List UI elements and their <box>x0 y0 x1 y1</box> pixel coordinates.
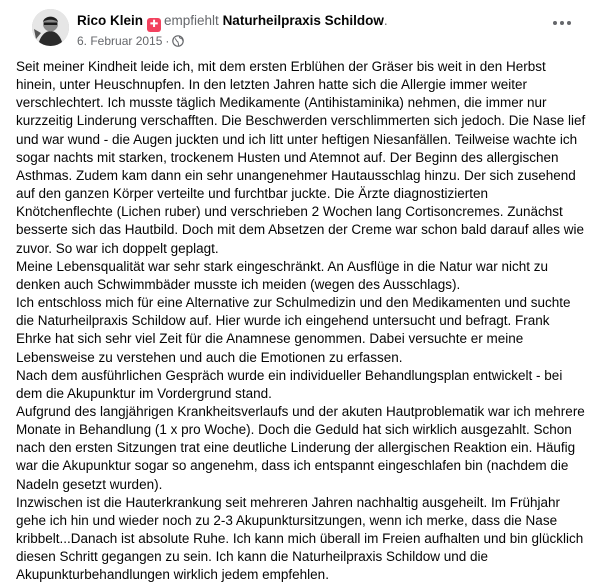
post-paragraph: Nach dem ausführlichen Gespräch wurde ein individueller Behandlungsplan entwickelt - bei dem die Akupunktur im Vordergrund stand. <box>16 367 563 401</box>
post-body <box>16 58 588 585</box>
recommends-label: empfiehlt <box>164 13 219 28</box>
page-name-link[interactable]: Naturheilpraxis Schildow <box>222 13 384 28</box>
avatar[interactable] <box>32 9 69 46</box>
globe-icon <box>172 35 184 51</box>
post-paragraph: Seit meiner Kindheit leide ich, mit dem ersten Erblühen der Gräser bis weit in den Herbst hinein, unter Heuschnupfen. In den letzten Jahren hatte sich die Allergie immer weiter verschlechtert. Ich musste täglich Medikamente (Antihistaminika) nehmen, die immer nur kurzzeitig Linderung verschafften. Die Beschwerden verschlimmerten sich jedoch. Die Nase lief und war wund - die Augen juckten und ich litt unter heftigen Niesanfällen. Teilweise wachte ich sogar nachts mit starken, trockenem Husten und Atemnot auf. Der Beginn des allergischen Asthmas. Zudem kam dann ein sehr unangenehmer Hautausschlag hinzu. Der sich zusehend auf den ganzen Körper verteilte und furchtbar juckte. Die Ärzte diagnostizierten Knötchenflechte (Lichen ruber) und verschrieben 2 Wochen lang Cortisoncremes. Zunächst besserte sich das Hautbild. Doch mit dem Absetzen der Creme war schon bald darauf alles wie zuvor. So war ich doppelt geplagt. <box>16 59 586 256</box>
recommend-badge-icon: ✚ <box>147 18 161 32</box>
post-paragraph: Meine Lebensqualität war sehr stark eingeschränkt. An Ausflüge in die Natur war nicht zu denken auch Schwimmbäder musste ich meiden (wegen des Ausschlags). <box>16 258 549 292</box>
post-header <box>16 0 587 48</box>
post-meta <box>77 12 388 51</box>
post-paragraph: Ich entschloss mich für eine Alternative zur Schulmedizin und den Medikamenten und suchte die Naturheilpraxis Schildow auf. Hier wurde ich eingehend untersucht und befragt. Frank Ehrke hat sich sehr viel Zeit für die Anamnese genommen. Dabei versuchte er meine Lebensweise zu verstehen und auch die Emotionen zu erfassen. <box>16 295 571 365</box>
avatar-image <box>32 9 69 46</box>
author-name[interactable]: Rico Klein <box>77 13 144 28</box>
post-title-line <box>77 12 388 32</box>
post-paragraph: Aufgrund des langjährigen Krankheitsverlaufs und der akuten Hautproblematik war ich mehrere Monate in Behandlung (1 x pro Woche). Doch die Geduld hat sich wirklich ausgezahlt. Schon nach den ersten Sitzungen trat eine deutliche Linderung der allergischen Reaktion ein. Häufig war die Akupunktur sogar so angenehm, dass ich entspannt eingeschlafen bin (nachdem die Nadeln gesetzt wurden). <box>16 403 585 492</box>
title-period: . <box>383 13 388 28</box>
post-date[interactable]: 6. Februar 2015 <box>77 34 163 48</box>
post-paragraph: Inzwischen ist die Hauterkrankung seit mehreren Jahren nachhaltig ausgeheilt. Im Frühjahr gehe ich hin und wieder noch zu 2-3 Akupunktursitzungen, wenn ich merke, dass die Nase kribbelt...Danach ist absolute Ruhe. Ich kann mich überall im Freien aufhalten und bin glücklich diesen Schritt gegangen zu sein. Ich kann die Naturheilpraxis Schildow und die Akupunkturbehandlungen wirklich jedem empfehlen. <box>16 494 584 583</box>
more-options-button[interactable] <box>551 14 573 32</box>
post-subtitle-line <box>77 33 388 51</box>
ellipsis-icon <box>552 20 572 26</box>
separator-dot: · <box>165 34 170 48</box>
